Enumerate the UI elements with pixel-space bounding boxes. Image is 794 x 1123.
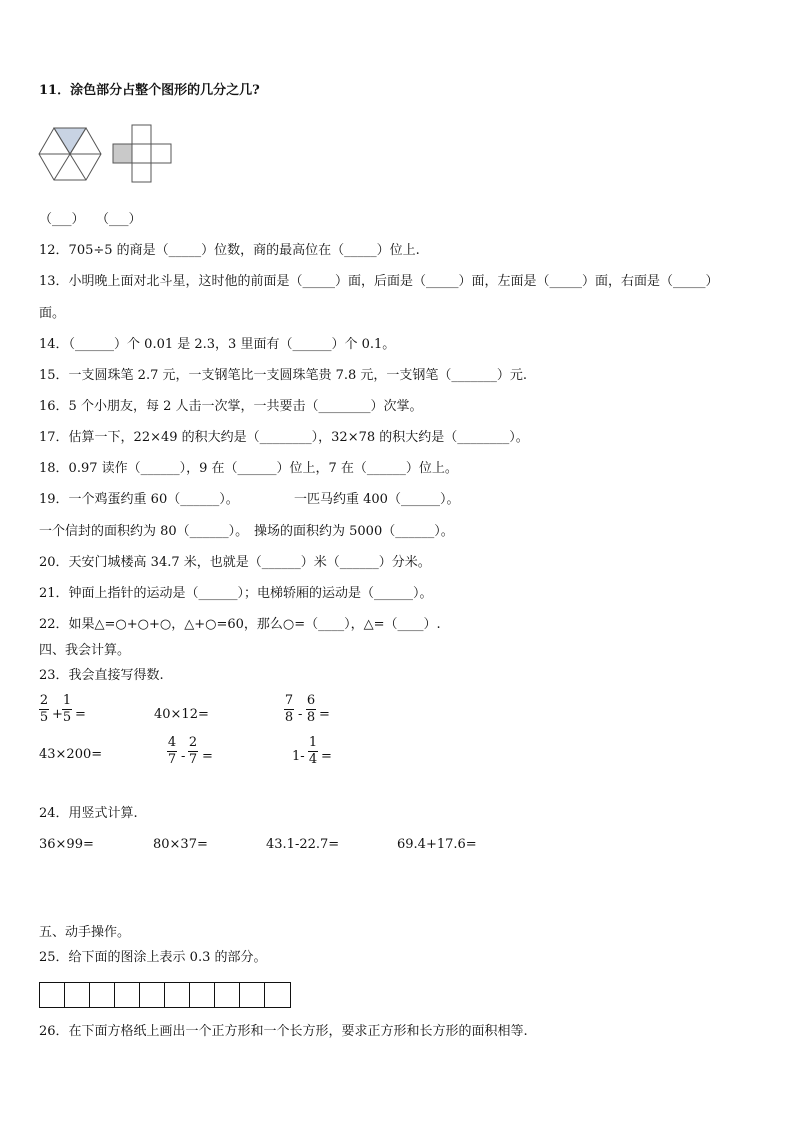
expression-36x99: 36×99= [39, 837, 94, 852]
fraction-2-7: 2 7 [188, 735, 198, 767]
question-19-c: 一个信封的面积约为 80（______）。 [39, 524, 249, 539]
expression-43x200: 43×200= [39, 747, 103, 762]
question-11-title: 11．涂色部分占整个图形的几分之几? [39, 83, 260, 98]
operator-minus: - [298, 707, 303, 722]
question-15: 15．一支圆珠笔 2.7 元，一支钢笔比一支圆珠笔贵 7.8 元，一支钢笔（_______）元. [39, 368, 528, 383]
expression-69.4+17.6: 69.4+17.6= [397, 837, 477, 852]
fraction-6-8: 6 8 [306, 693, 316, 725]
question-17: 17．估算一下，22×49 的积大约是（________），32×78 的积大约是（________）。 [39, 430, 529, 445]
question-14: 14．（______）个 0.01 是 2.3，3 里面有（______）个 0.1。 [39, 337, 396, 352]
question-25-title: 25．给下面的图涂上表示 0.3 的部分。 [39, 950, 267, 965]
question-21: 21．钟面上指针的运动是（______）；电梯轿厢的运动是（______）。 [39, 586, 433, 601]
question-22: 22．如果△=○+○+○，△+○=60，那么○=（____），△=（____）. [39, 617, 441, 632]
fraction-1-5: 1 5 [62, 693, 72, 725]
grid-cell[interactable] [190, 983, 215, 1007]
fraction-2-5: 2 5 [39, 693, 49, 725]
grid-cell[interactable] [265, 983, 290, 1007]
grid-cell[interactable] [115, 983, 140, 1007]
grid-cell[interactable] [90, 983, 115, 1007]
expression-80x37: 80×37= [153, 837, 208, 852]
grid-cell[interactable] [215, 983, 240, 1007]
section-5-heading: 五、动手操作。 [39, 925, 131, 940]
question-13-line-1: 13．小明晚上面对北斗星，这时他的前面是（_____）面，后面是（_____）面，左面是（_____）面，右面是（_____） [39, 274, 719, 289]
question-19-d: 操场的面积约为 5000（______）。 [254, 524, 454, 539]
grid-cell[interactable] [165, 983, 190, 1007]
hexagon-figure [38, 126, 102, 182]
fraction-7-8: 7 8 [284, 693, 294, 725]
question-11-blank-2: （___） [96, 212, 142, 227]
expression-1-minus: 1- [292, 749, 305, 764]
section-4-heading: 四、我会计算。 [39, 643, 131, 658]
expression-40x12: 40×12= [154, 707, 209, 722]
expression-43.1-22.7: 43.1-22.7= [266, 837, 340, 852]
question-24-title: 24．用竖式计算. [39, 806, 138, 821]
fraction-1-4: 1 4 [308, 735, 318, 767]
grid-cell[interactable] [40, 983, 65, 1007]
question-20: 20．天安门城楼高 34.7 米，也就是（______）米（______）分米。 [39, 555, 431, 570]
question-18: 18．0.97 读作（______），9 在（______）位上，7 在（______）位上。 [39, 461, 458, 476]
equals-sign: = [319, 707, 330, 722]
operator-plus: + [52, 707, 63, 722]
question-13-line-2: 面。 [39, 306, 66, 321]
question-16: 16．5 个小朋友，每 2 人击一次掌，一共要击（________）次掌。 [39, 399, 423, 414]
ten-cell-grid[interactable] [39, 982, 291, 1008]
question-23-title: 23．我会直接写得数. [39, 668, 164, 683]
hexagon-shaded-sector [54, 128, 86, 154]
fraction-4-7: 4 7 [167, 735, 177, 767]
question-12: 12．705÷5 的商是（_____）位数，商的最高位在（_____）位上. [39, 243, 420, 258]
question-11-blank-1: （___） [39, 212, 85, 227]
operator-minus: - [181, 749, 186, 764]
equals-sign: = [75, 707, 86, 722]
question-26: 26．在下面方格纸上画出一个正方形和一个长方形，要求正方形和长方形的面积相等. [39, 1024, 528, 1039]
equals-sign: = [321, 749, 332, 764]
cube-net-shaded-face [113, 144, 132, 163]
grid-cell[interactable] [65, 983, 90, 1007]
grid-cell[interactable] [240, 983, 265, 1007]
cube-net-figure [112, 124, 176, 184]
question-19-a: 19．一个鸡蛋约重 60（______）。 [39, 492, 239, 507]
grid-cell[interactable] [140, 983, 165, 1007]
question-19-b: 一匹马约重 400（______）。 [294, 492, 460, 507]
equals-sign: = [202, 749, 213, 764]
